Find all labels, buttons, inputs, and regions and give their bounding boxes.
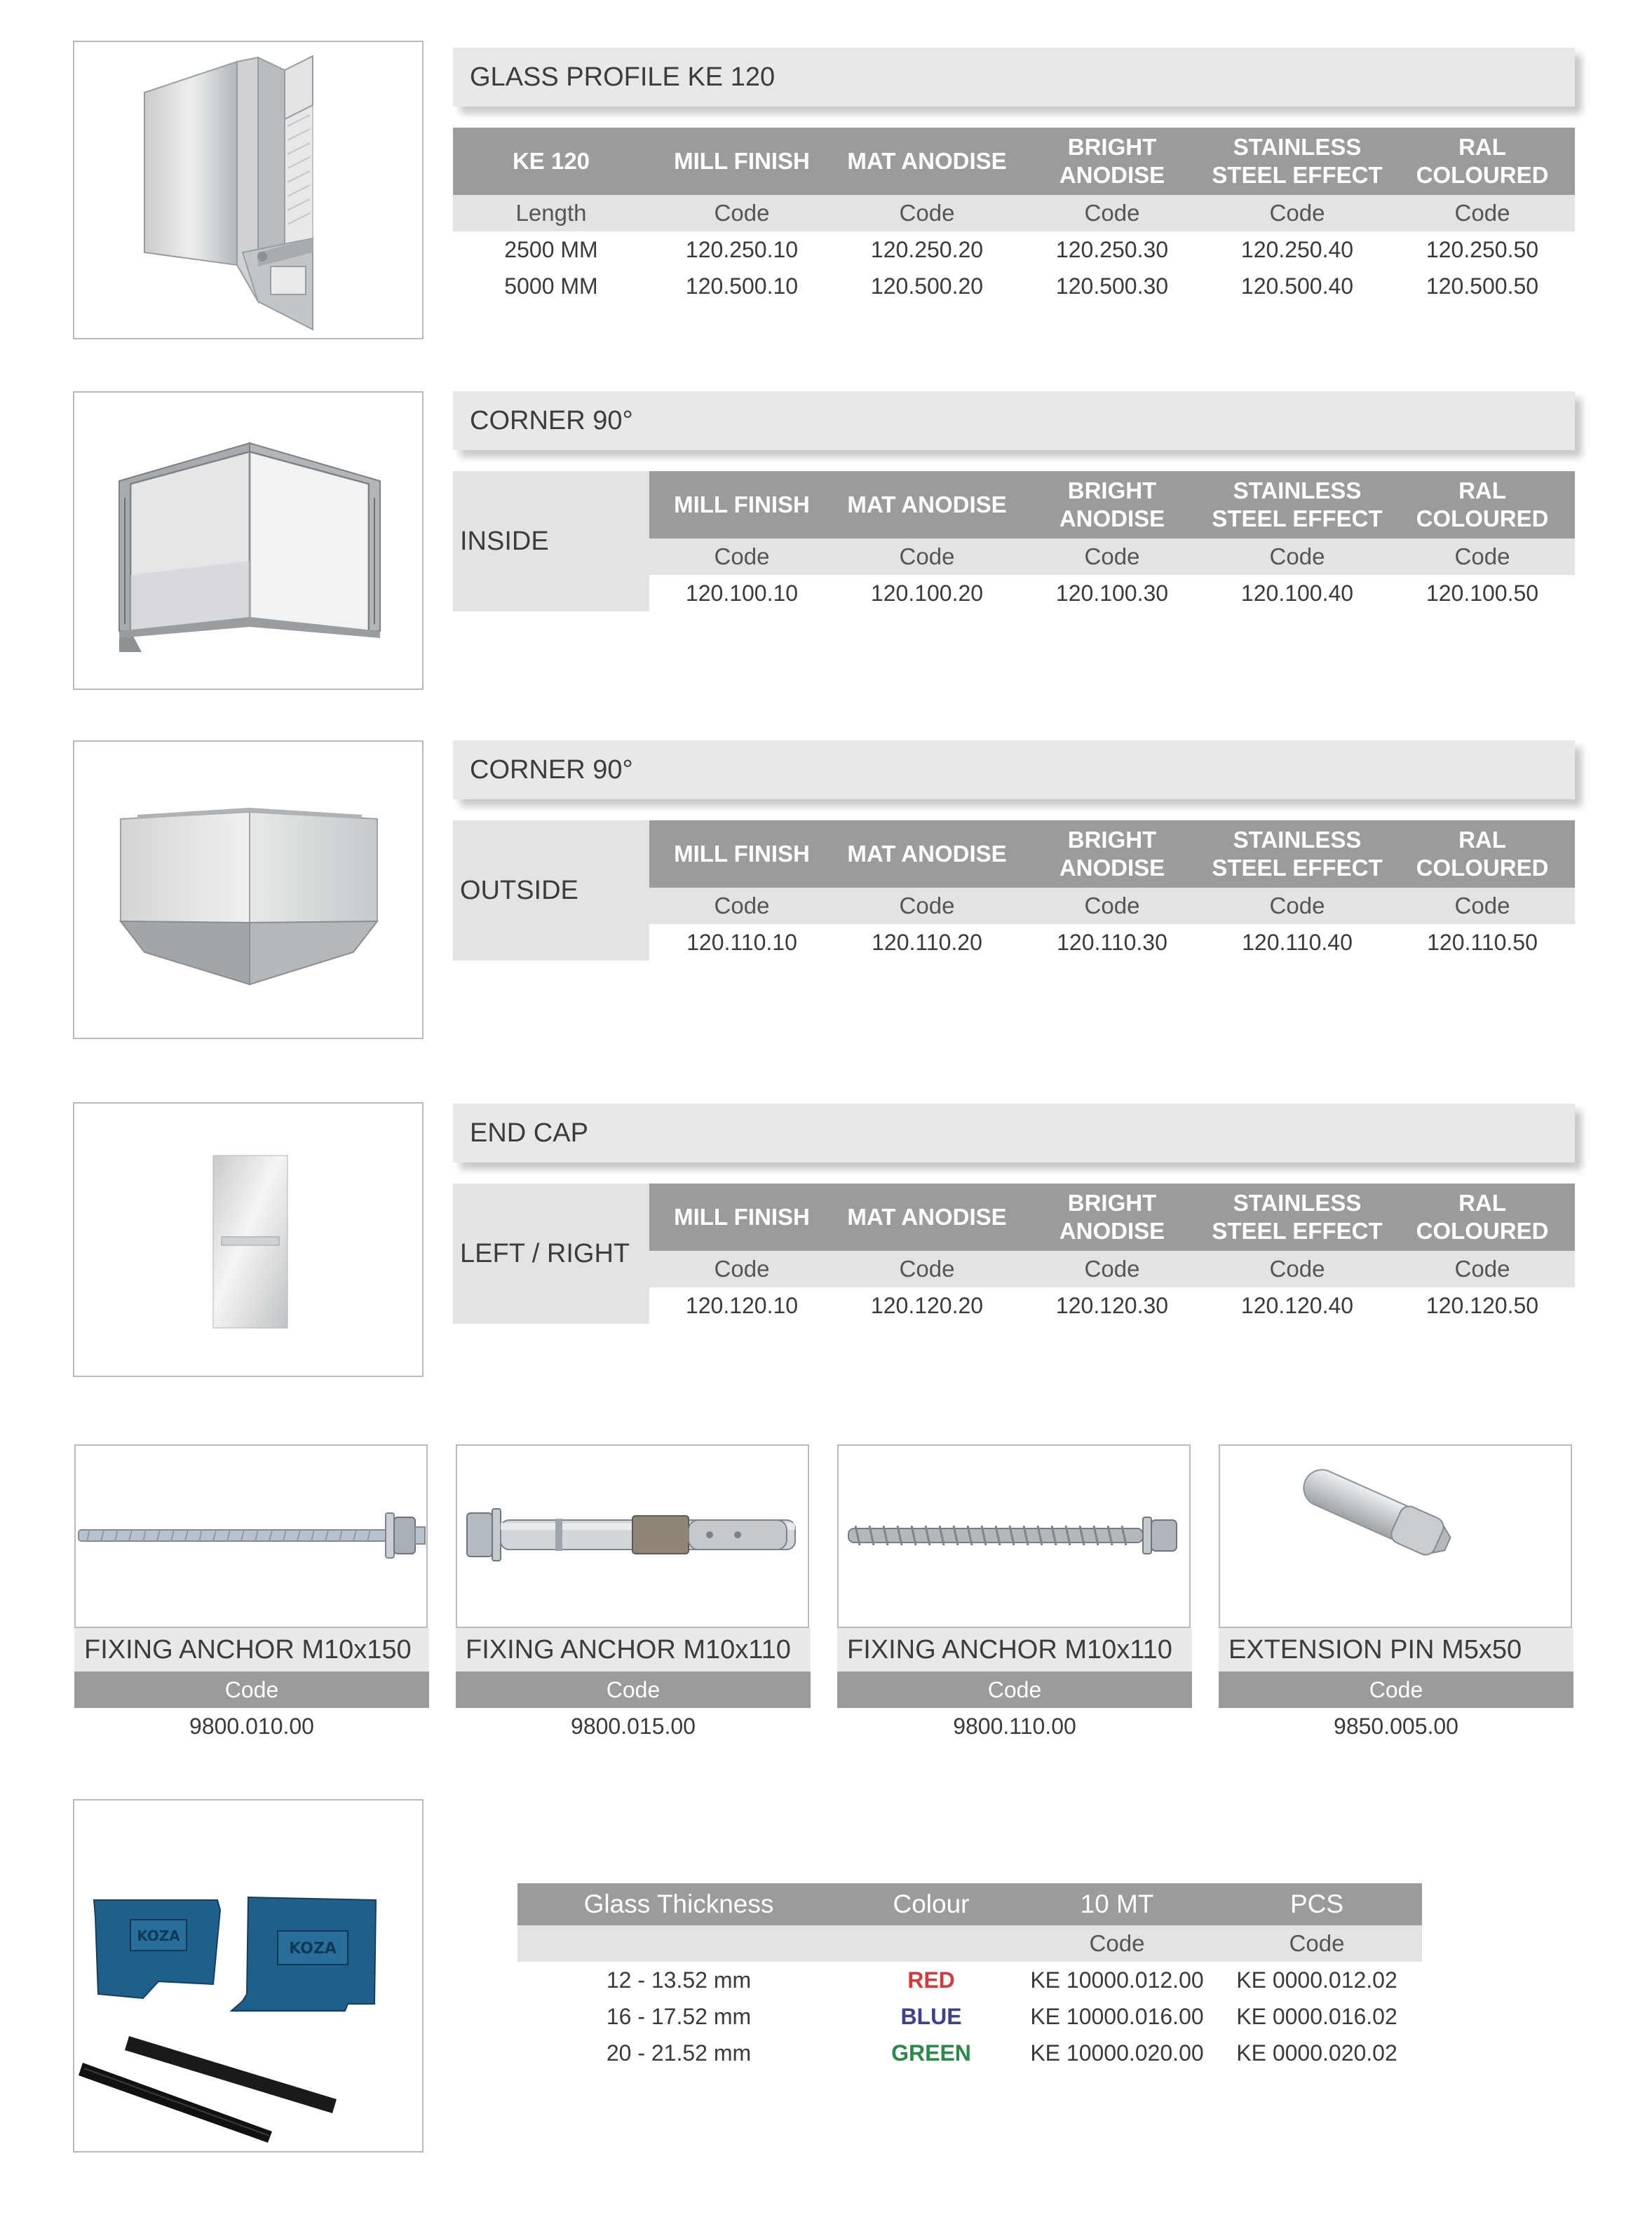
gasket-image <box>74 1801 422 2151</box>
col-header: RAL COLOURED <box>1390 471 1575 538</box>
col-subheader: Code <box>1205 888 1390 924</box>
table-cell: 12 - 13.52 mm <box>606 1967 752 1993</box>
side-label: INSIDE <box>453 471 649 611</box>
col-header: MILL FINISH <box>649 471 834 538</box>
glass-profile-table <box>453 128 1575 304</box>
col-header: STAINLESS STEEL EFFECT <box>1205 471 1390 538</box>
accessory-name: EXTENSION PIN M5x50 <box>1219 1628 1573 1672</box>
table-header-row <box>453 471 1575 538</box>
table-cell: 120.250.50 <box>1426 236 1539 262</box>
col-subheader: Code <box>1390 538 1575 575</box>
anchor-m10x110-bolt-image-frame <box>456 1444 809 1628</box>
col-header: Glass Thickness <box>517 1883 840 1925</box>
accessory-code: 9800.110.00 <box>953 1714 1076 1739</box>
table-cell: 5000 MM <box>504 273 598 299</box>
table-cell: 120.100.30 <box>1055 580 1169 606</box>
table-cell: 120.250.30 <box>1055 236 1169 262</box>
table-cell: 120.120.20 <box>870 1292 984 1318</box>
table-cell: 120.500.30 <box>1055 273 1169 299</box>
gasket-table <box>517 1883 1422 2071</box>
col-header: MILL FINISH <box>649 128 834 195</box>
table-cell: KE 0000.012.02 <box>1236 1967 1397 1993</box>
col-header: BRIGHT ANODISE <box>1020 128 1205 195</box>
corner-inside-table <box>453 471 1575 611</box>
col-subheader: Code <box>1205 1251 1390 1287</box>
table-row <box>517 1998 1422 2035</box>
col-header: MAT ANODISE <box>834 820 1020 888</box>
table-cell: 120.500.50 <box>1426 273 1539 299</box>
gasket-logo-text-left: KOZA <box>137 1927 180 1944</box>
col-subheader: Code <box>1022 1925 1212 1962</box>
end-cap-table <box>453 1184 1575 1324</box>
col-header: STAINLESS STEEL EFFECT <box>1205 1184 1390 1251</box>
col-header: RAL COLOURED <box>1390 128 1575 195</box>
table-subheader-row <box>453 195 1575 231</box>
table-cell: 120.120.10 <box>685 1292 799 1318</box>
col-subheader: Code <box>1020 538 1205 575</box>
table-cell: 120.500.40 <box>1240 273 1354 299</box>
table-row <box>453 268 1575 304</box>
gasket-logo-text-right: KOZA <box>289 1940 337 1958</box>
table-cell: 2500 MM <box>504 236 598 262</box>
corner-outside-image-frame <box>73 740 424 1039</box>
table-cell: 20 - 21.52 mm <box>606 2040 752 2066</box>
table-row <box>517 1962 1422 1998</box>
col-header: BRIGHT ANODISE <box>1020 1184 1205 1251</box>
anchor-m10x110-bolt-image <box>457 1446 808 1627</box>
table-cell: 120.250.20 <box>870 236 984 262</box>
col-subheader: Code <box>1390 195 1575 231</box>
col-subheader: Code <box>1020 195 1205 231</box>
col-header: BRIGHT ANODISE <box>1020 471 1205 538</box>
corner-inside-image-frame <box>73 391 424 690</box>
corner-inside-title: CORNER 90° <box>453 391 1575 450</box>
col-header: 10 MT <box>1022 1883 1212 1925</box>
accessory-code-label: Code <box>74 1672 429 1708</box>
accessory-code: 9800.010.00 <box>189 1714 314 1739</box>
col-header: MAT ANODISE <box>834 128 1020 195</box>
table-header-row <box>453 820 1575 888</box>
table-cell: KE 10000.012.00 <box>1030 1967 1204 1993</box>
col-subheader <box>840 1925 1022 1962</box>
table-cell: 120.110.30 <box>1057 929 1167 955</box>
end-cap-title: END CAP <box>453 1104 1575 1162</box>
table-cell: 120.120.30 <box>1055 1292 1169 1318</box>
glass-profile-title: GLASS PROFILE KE 120 <box>453 48 1575 107</box>
col-header: Colour <box>840 1883 1022 1925</box>
side-label: OUTSIDE <box>453 820 649 961</box>
col-subheader: Code <box>1020 1251 1205 1287</box>
table-cell: 120.250.40 <box>1240 236 1354 262</box>
col-header: KE 120 <box>453 128 649 195</box>
corner-inside-image <box>74 393 422 689</box>
col-subheader: Code <box>1390 888 1575 924</box>
col-subheader: Code <box>1205 538 1390 575</box>
accessory-code-label: Code <box>1219 1672 1573 1708</box>
col-subheader: Code <box>649 1251 834 1287</box>
table-cell: 120.110.50 <box>1427 929 1538 955</box>
table-cell: 120.100.40 <box>1240 580 1354 606</box>
colour-cell: BLUE <box>900 2003 962 2029</box>
accessory-name: FIXING ANCHOR M10x110 <box>456 1628 811 1672</box>
corner-outside-table <box>453 820 1575 961</box>
col-header: BRIGHT ANODISE <box>1020 820 1205 888</box>
table-cell: KE 0000.016.02 <box>1236 2003 1397 2029</box>
col-header: RAL COLOURED <box>1390 1184 1575 1251</box>
accessory-code-label: Code <box>456 1672 811 1708</box>
col-subheader: Code <box>649 538 834 575</box>
col-subheader: Code <box>1212 1925 1422 1962</box>
gasket-image-frame <box>73 1799 424 2152</box>
side-label: LEFT / RIGHT <box>453 1184 649 1324</box>
col-subheader: Code <box>1205 195 1390 231</box>
extension-pin-image-frame <box>1219 1444 1572 1628</box>
col-subheader: Code <box>834 538 1020 575</box>
table-row <box>453 231 1575 268</box>
col-subheader: Code <box>649 888 834 924</box>
anchor-m10x110-screw-image-frame <box>837 1444 1191 1628</box>
col-subheader: Code <box>834 195 1020 231</box>
table-cell: 16 - 17.52 mm <box>606 2003 752 2029</box>
table-header-row <box>453 1184 1575 1251</box>
table-cell: KE 0000.020.02 <box>1236 2040 1397 2066</box>
col-subheader <box>517 1925 840 1962</box>
table-header-row <box>453 128 1575 195</box>
table-cell: 120.500.10 <box>685 273 799 299</box>
col-subheader: Length <box>453 195 649 231</box>
table-cell: 120.500.20 <box>870 273 984 299</box>
accessory-name: FIXING ANCHOR M10x150 <box>74 1628 429 1672</box>
accessory-name: FIXING ANCHOR M10x110 <box>837 1628 1192 1672</box>
table-cell: 120.110.20 <box>872 929 982 955</box>
anchor-m10x150-image-frame <box>74 1444 428 1628</box>
col-header: MILL FINISH <box>649 820 834 888</box>
col-header: STAINLESS STEEL EFFECT <box>1205 820 1390 888</box>
table-cell: 120.100.10 <box>685 580 799 606</box>
col-subheader: Code <box>1020 888 1205 924</box>
col-header: MAT ANODISE <box>834 1184 1020 1251</box>
table-cell: 120.120.50 <box>1426 1292 1539 1318</box>
accessory-code: 9850.005.00 <box>1334 1714 1458 1739</box>
colour-cell: RED <box>907 1967 955 1993</box>
col-header: MILL FINISH <box>649 1184 834 1251</box>
accessory-code-label: Code <box>837 1672 1192 1708</box>
anchor-m10x110-screw-image <box>839 1446 1189 1627</box>
end-cap-image-frame <box>73 1102 424 1377</box>
col-header: STAINLESS STEEL EFFECT <box>1205 128 1390 195</box>
col-subheader: Code <box>1390 1251 1575 1287</box>
table-cell: 120.110.10 <box>686 929 797 955</box>
table-cell: KE 10000.020.00 <box>1030 2040 1204 2066</box>
corner-outside-image <box>74 742 422 1038</box>
accessory-code: 9800.015.00 <box>571 1714 696 1739</box>
end-cap-image <box>74 1104 422 1376</box>
table-subheader-row <box>517 1925 1422 1962</box>
col-header: PCS <box>1212 1883 1422 1925</box>
col-subheader: Code <box>834 1251 1020 1287</box>
table-cell: 120.250.10 <box>685 236 799 262</box>
table-cell: 120.100.20 <box>870 580 984 606</box>
col-subheader: Code <box>834 888 1020 924</box>
table-header-row <box>517 1883 1422 1925</box>
col-header: RAL COLOURED <box>1390 820 1575 888</box>
col-header: MAT ANODISE <box>834 471 1020 538</box>
table-cell: 120.110.40 <box>1242 929 1353 955</box>
table-row <box>517 2035 1422 2071</box>
anchor-m10x150-image <box>76 1446 426 1627</box>
corner-outside-title: CORNER 90° <box>453 740 1575 799</box>
colour-cell: GREEN <box>891 2040 971 2066</box>
glass-profile-image <box>74 42 422 338</box>
table-cell: KE 10000.016.00 <box>1030 2003 1204 2029</box>
col-subheader: Code <box>649 195 834 231</box>
table-cell: 120.120.40 <box>1240 1292 1354 1318</box>
table-cell: 120.100.50 <box>1426 580 1539 606</box>
extension-pin-image <box>1220 1446 1571 1627</box>
glass-profile-image-frame <box>73 41 424 339</box>
